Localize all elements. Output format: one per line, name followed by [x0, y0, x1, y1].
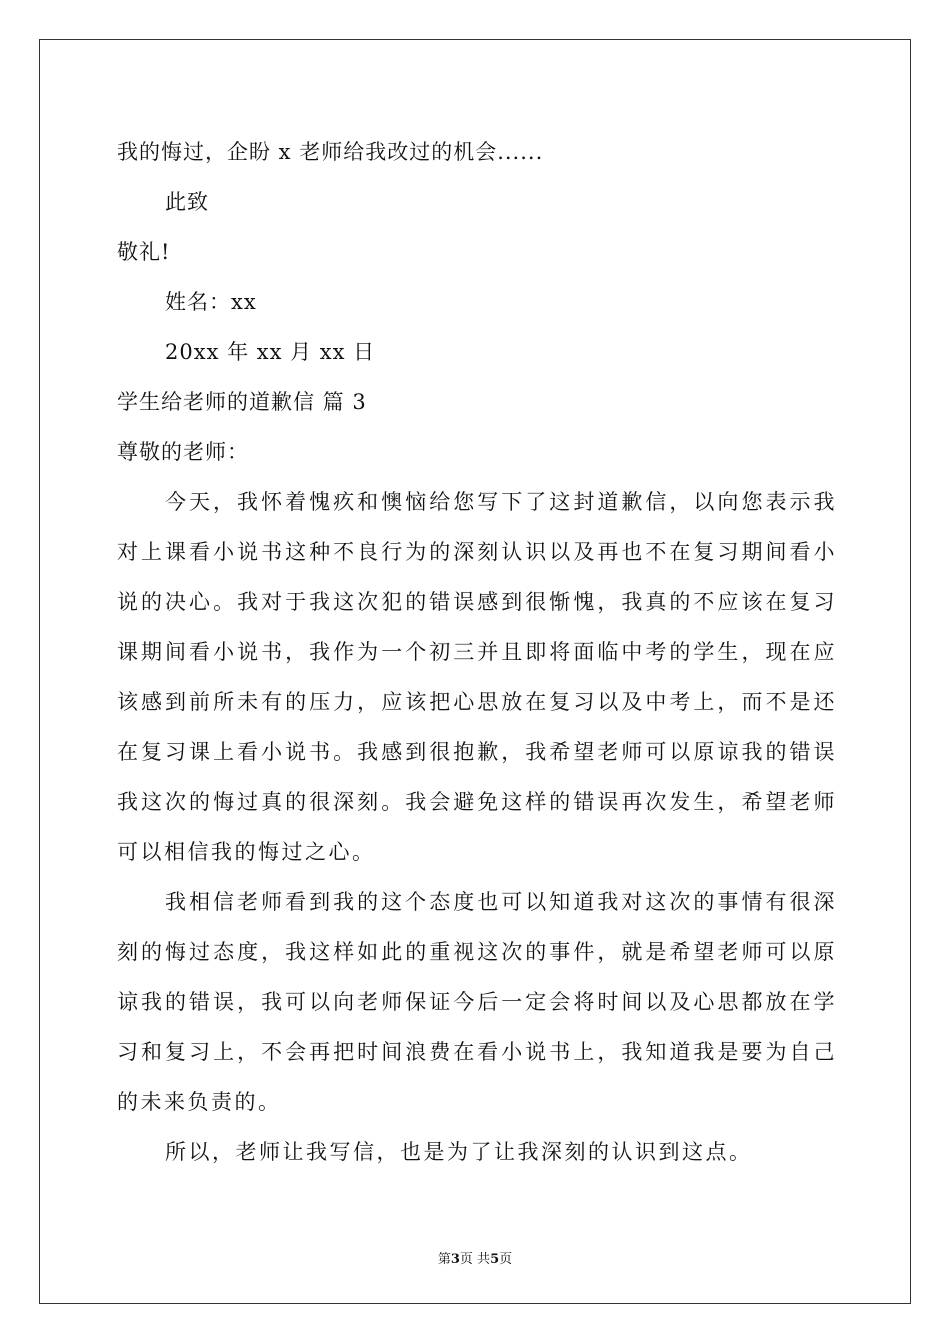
salutation-line-1: 此致 — [165, 190, 209, 214]
page-footer — [0, 1248, 950, 1267]
letter-paragraph-3: 所以，老师让我写信，也是为了让我深刻的认识到这点。 — [165, 1140, 753, 1164]
letter-line-intro-end: 我的悔过，企盼 x 老师给我改过的机会...... — [117, 140, 544, 164]
section-title: 学生给老师的道歉信 篇 3 — [117, 390, 367, 414]
page-number-mid: 页 共 — [459, 1252, 491, 1267]
page-number-total: 5 — [490, 1252, 500, 1267]
page-number-current: 3 — [450, 1252, 460, 1267]
page-number-suffix: 页 — [499, 1252, 513, 1267]
letter-paragraph-1: 今天，我怀着愧疚和懊恼给您写下了这封道歉信，以向您表示我对上课看小说书这种不良行为的深刻认识以及再也不在复习期间看小说的决心。我对于我这次犯的错误感到很惭愧，我真的不应该在复习课期间看小说书，我作为一个初三并且即将面临中考的学生，现在应该感到前所未有的压力，应该把心思放在复习以及中考上，而不是还在复习课上看小说书。我感到很抱歉，我希望老师可以原谅我的错误我这次的悔过真的很深刻。我会避免这样的错误再次发生，希望老师可以相信我的悔过之心。 — [117, 490, 837, 864]
signature-date: 20xx 年 xx 月 xx 日 — [165, 340, 376, 364]
letter-greeting: 尊敬的老师： — [117, 440, 249, 464]
letter-paragraph-2: 我相信老师看到我的这个态度也可以知道我对这次的事情有很深刻的悔过态度，我这样如此的重视这次的事件，就是希望老师可以原谅我的错误，我可以向老师保证今后一定会将时间以及心思都放在学习和复习上，不会再把时间浪费在看小说书上，我知道我是要为自己的未来负责的。 — [117, 890, 837, 1114]
salutation-line-2: 敬礼! — [117, 240, 171, 264]
letter-body — [117, 127, 837, 1177]
page-number-prefix: 第 — [437, 1252, 451, 1267]
signature-name: 姓名：xx — [165, 290, 257, 314]
